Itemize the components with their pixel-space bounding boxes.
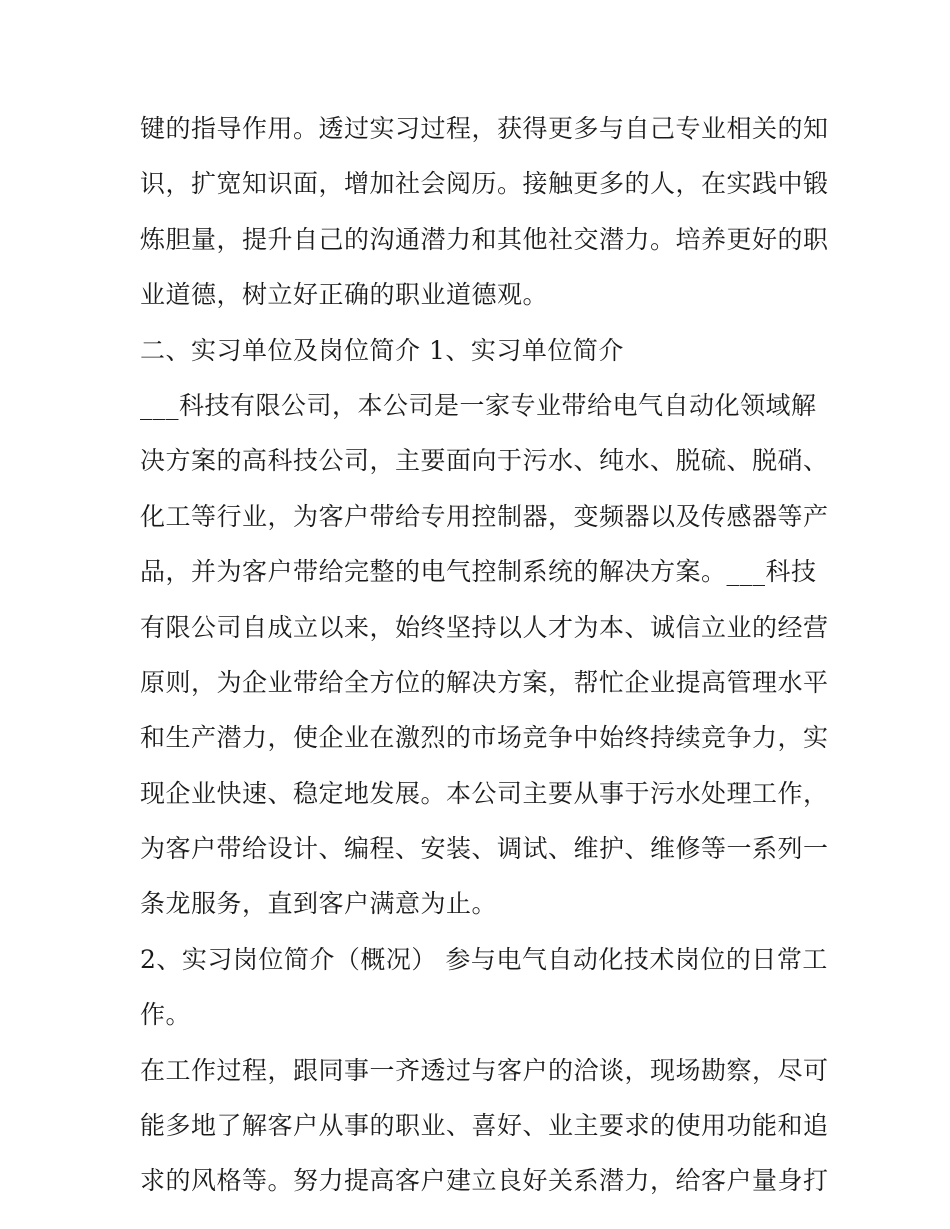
- text-line: 决方案的高科技公司，主要面向于污水、纯水、脱硫、脱硝、: [140, 446, 829, 476]
- text-line: 为客户带给设计、编程、安装、调试、维护、维修等一系列一: [140, 834, 829, 864]
- text-line: 炼胆量，提升自己的沟通潜力和其他社交潜力。培养更好的职: [140, 224, 829, 254]
- text-line: 原则，为企业带给全方位的解决方案，帮忙企业提高管理水平: [140, 667, 829, 697]
- text-line: 键的指导作用。透过实习过程，获得更多与自己专业相关的知: [140, 114, 829, 143]
- section-heading: 二、实习单位及岗位简介 1、实习单位简介: [140, 335, 624, 365]
- text-line: 能多地了解客户从事的职业、喜好、业主要求的使用功能和追: [140, 1111, 829, 1141]
- text-line: 求的风格等。努力提高客户建立良好关系潜力，给客户量身打: [140, 1166, 829, 1196]
- text-line: 作。: [140, 1000, 192, 1030]
- text-line: 化工等行业，为客户带给专用控制器，变频器以及传感器等产: [140, 501, 829, 531]
- text-line: 条龙服务，直到客户满意为止。: [140, 889, 498, 919]
- text-line: ___科技有限公司，本公司是一家专业带给电气自动化领域解: [140, 390, 817, 420]
- text-line: 现企业快速、稳定地发展。本公司主要从事于污水处理工作，: [140, 778, 829, 808]
- document-body: [140, 101, 829, 1209]
- text-line: 在工作过程，跟同事一齐透过与客户的洽谈，现场勘察，尽可: [140, 1055, 829, 1085]
- text-line: 识，扩宽知识面，增加社会阅历。接触更多的人，在实践中锻: [140, 169, 829, 199]
- text-line: 和生产潜力，使企业在激烈的市场竞争中始终持续竞争力，实: [140, 723, 829, 753]
- text-line: 品，并为客户带给完整的电气控制系统的解决方案。___科技: [140, 557, 817, 587]
- text-line: 业道德，树立好正确的职业道德观。: [140, 280, 549, 310]
- text-line: 有限公司自成立以来，始终坚持以人才为本、诚信立业的经营: [140, 612, 829, 642]
- subsection-heading: 2、实习岗位简介（概况） 参与电气自动化技术岗位的日常工: [140, 944, 828, 974]
